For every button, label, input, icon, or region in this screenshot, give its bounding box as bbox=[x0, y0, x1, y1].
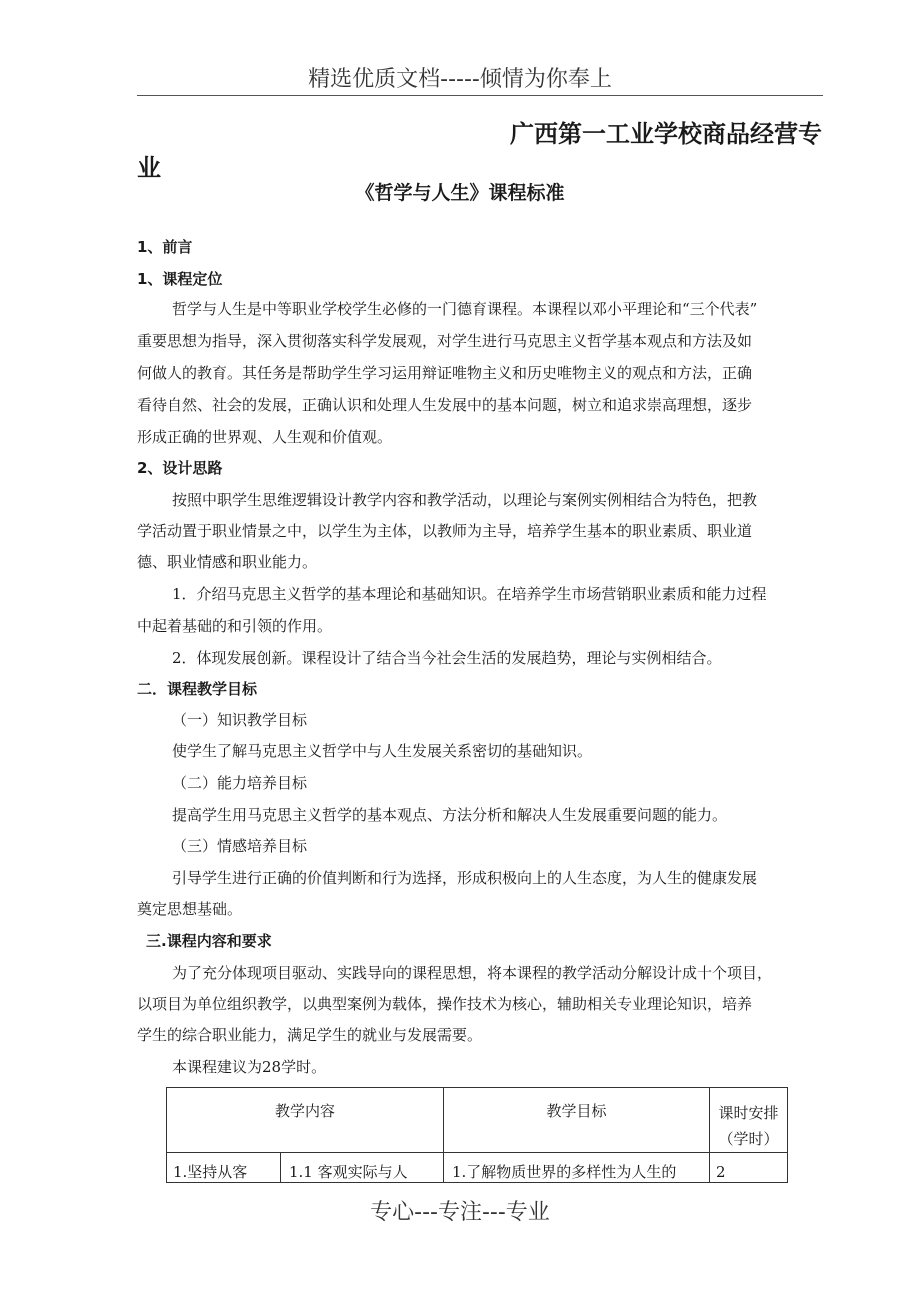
section-heading-preface: 1、前言 bbox=[137, 238, 193, 256]
positioning-line: 哲学与人生是中等职业学校学生必修的一门德育课程。本课程以邓小平理论和“三个代表” bbox=[172, 300, 758, 318]
knowledge-objective-text: 使学生了解马克思主义哲学中与人生发展关系密切的基础知识。 bbox=[172, 742, 593, 760]
header-divider bbox=[137, 95, 823, 96]
design-line: 按照中职学生思维逻辑设计教学内容和教学活动，以理论与案例实例相结合为特色，把教 bbox=[172, 491, 758, 509]
header-goal-cell: 教学目标 bbox=[444, 1088, 710, 1153]
design-line: 德、职业情感和职业能力。 bbox=[137, 553, 318, 571]
positioning-line: 重要思想为指导，深入贯彻落实科学发展观，对学生进行马克思主义哲学基本观点和方法及如 bbox=[137, 332, 753, 350]
page-header: 精选优质文档-----倾情为你奉上 bbox=[308, 67, 612, 92]
header-hours-line-2: （学时） bbox=[718, 1130, 779, 1148]
topic-cell: 1.1 客观实际与人 bbox=[281, 1153, 444, 1183]
positioning-line: 看待自然、社会的发展，正确认识和处理人生发展中的基本问题，树立和追求崇高理想，逐步 bbox=[137, 396, 753, 414]
positioning-line: 形成正确的世界观、人生观和价值观。 bbox=[137, 428, 393, 446]
emotion-objective-line: 奠定思想基础。 bbox=[137, 900, 243, 918]
emotion-objective-line: 引导学生进行正确的价值判断和行为选择，形成积极向上的人生态度，为人生的健康发展 bbox=[172, 869, 758, 887]
document-title-line-2: 业 bbox=[137, 154, 161, 182]
header-hours-line-1: 课时安排 bbox=[718, 1104, 779, 1122]
course-hours-note: 本课程建议为28学时。 bbox=[172, 1058, 327, 1076]
document-title-line-1: 广西第一工业学校商品经营专 bbox=[510, 120, 822, 148]
table-header-row bbox=[167, 1088, 788, 1153]
positioning-line: 何做人的教育。其任务是帮助学生学习运用辩证唯物主义和历史唯物主义的观点和方法，正确 bbox=[137, 364, 753, 382]
emotion-objective-title: （三）情感培养目标 bbox=[172, 837, 308, 855]
section-heading-content: 三.课程内容和要求 bbox=[146, 932, 272, 950]
section-heading-design: 2、设计思路 bbox=[137, 459, 223, 477]
ability-objective-text: 提高学生用马克思主义哲学的基本观点、方法分析和解决人生发展重要问题的能力。 bbox=[172, 806, 728, 824]
content-line: 为了充分体现项目驱动、实践导向的课程思想，将本课程的教学活动分解设计成十个项目， bbox=[172, 964, 773, 982]
document-subtitle: 《哲学与人生》课程标准 bbox=[355, 182, 565, 204]
section-heading-positioning: 1、课程定位 bbox=[137, 270, 223, 288]
header-hours-cell bbox=[710, 1088, 788, 1153]
knowledge-objective-title: （一）知识教学目标 bbox=[172, 711, 308, 729]
course-content-table bbox=[166, 1087, 788, 1183]
content-line: 学生的综合职业能力，满足学生的就业与发展需要。 bbox=[137, 1026, 483, 1044]
ability-objective-title: （二）能力培养目标 bbox=[172, 774, 308, 792]
table-row bbox=[167, 1153, 788, 1183]
project-cell: 1.坚持从客 bbox=[167, 1153, 281, 1183]
goal-cell: 1.了解物质世界的多样性为人生的 bbox=[444, 1153, 710, 1183]
design-line: 1．介绍马克思主义哲学的基本理论和基础知识。在培养学生市场营销职业素质和能力过程 bbox=[172, 585, 767, 603]
design-line: 2．体现发展创新。课程设计了结合当今社会生活的发展趋势，理论与实例相结合。 bbox=[172, 649, 722, 667]
hours-cell: 2 bbox=[710, 1153, 788, 1183]
content-line: 以项目为单位组织教学，以典型案例为载体，操作技术为核心，辅助相关专业理论知识，培养 bbox=[137, 995, 753, 1013]
page-footer: 专心---专注---专业 bbox=[370, 1200, 550, 1225]
section-heading-objectives: 二．课程教学目标 bbox=[137, 680, 258, 698]
header-content-cell: 教学内容 bbox=[167, 1088, 444, 1153]
design-line: 学活动置于职业情景之中，以学生为主体，以教师为主导，培养学生基本的职业素质、职业道 bbox=[137, 522, 753, 540]
design-line: 中起着基础的和引领的作用。 bbox=[137, 617, 333, 635]
